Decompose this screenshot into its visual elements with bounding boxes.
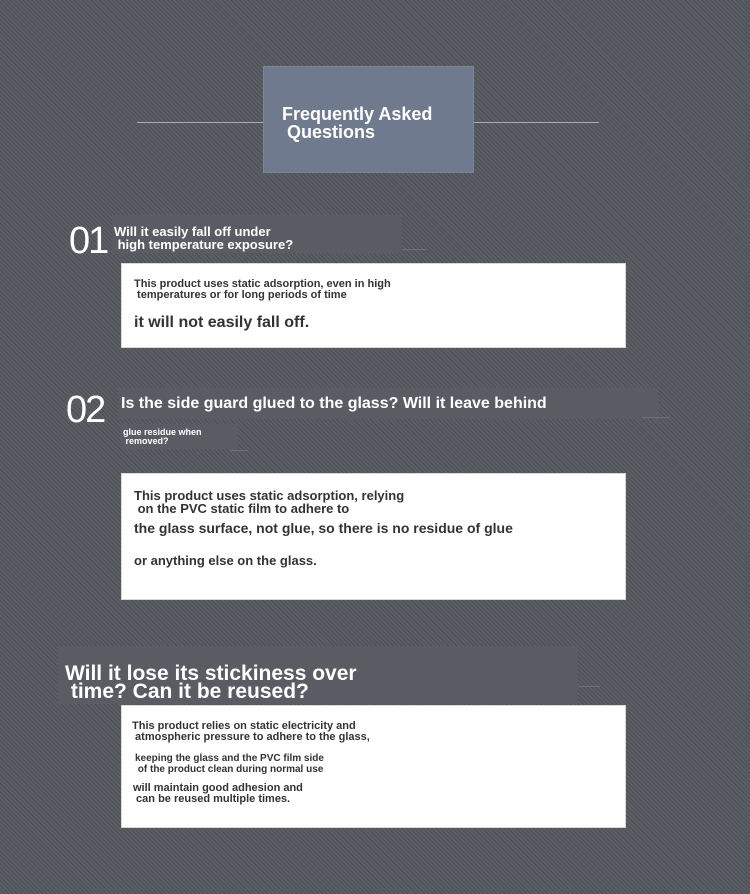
answer-01-line2: it will not easily fall off.	[134, 314, 310, 331]
faq-number-02: 02	[66, 389, 105, 431]
question-underline-03	[578, 686, 600, 687]
answer-01-line1: This product uses static adsorption, even in high temperatures or for long periods of time	[134, 278, 391, 301]
answer-02-line1: This product uses static adsorption, relying on the PVC static film to adhere to	[134, 488, 405, 516]
faq-question-02-cont: glue residue when removed?	[123, 427, 202, 446]
answer-card-03	[121, 705, 626, 828]
header-rule-left	[137, 122, 263, 123]
answer-03-line2: keeping the glass and the PVC film side of the product clean during normal use	[135, 753, 324, 775]
question-underline-02	[642, 417, 670, 418]
question-underline-02b	[230, 450, 248, 451]
answer-03-line1: This product relies on static electricity and atmospheric pressure to adhere to the glass,	[132, 720, 370, 743]
header-rule-right	[474, 122, 599, 123]
question-underline-01	[402, 249, 426, 250]
faq-number-01: 01	[69, 220, 108, 262]
answer-02-line3: or anything else on the glass.	[134, 553, 317, 568]
faq-question-03: Will it lose its stickiness over time? Can it be reused?	[65, 662, 357, 703]
answer-03-line3: will maintain good adhesion and can be reused multiple times.	[133, 782, 303, 805]
answer-card-02	[121, 473, 626, 600]
faq-question-02: Is the side guard glued to the glass? Will it leave behind	[121, 395, 547, 412]
answer-02-line2: the glass surface, not glue, so there is no residue of glue	[134, 520, 513, 536]
page-title: Frequently Asked Questions	[282, 104, 433, 142]
answer-card-01	[121, 263, 626, 348]
faq-question-01: Will it easily fall off under high temperature exposure?	[114, 224, 294, 252]
faq-title-box	[263, 66, 474, 173]
